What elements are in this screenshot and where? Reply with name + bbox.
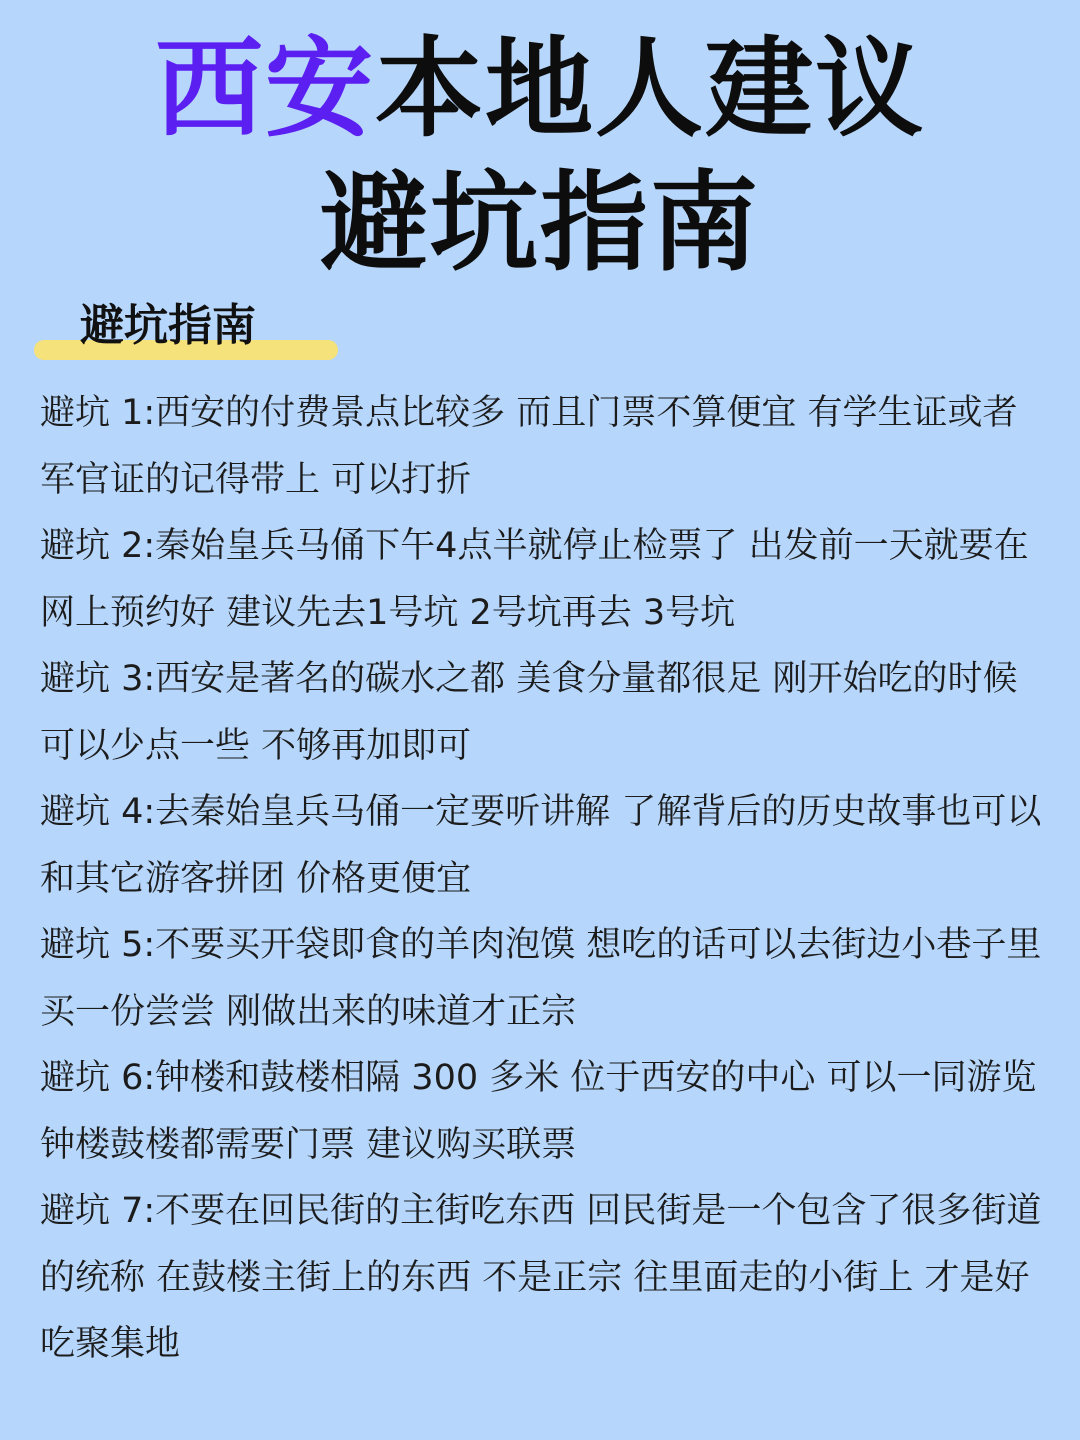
tips-list — [40, 380, 1050, 1378]
tip-item-3: 避坑 3:西安是著名的碳水之都 美食分量都很足 刚开始吃的时候可以少点一些 不够再加即可 — [40, 659, 1018, 766]
title-accent-city: 西安 — [154, 27, 375, 152]
page-title-line-2: 避坑指南 — [319, 161, 760, 286]
tip-item-7: 避坑 7:不要在回民街的主街吃东西 回民街是一个包含了很多街道的统称 在鼓楼主街上的东西 不是正宗 往里面走的小街上 才是好吃聚集地 — [40, 1191, 1042, 1364]
title-rest: 本地人建议 — [375, 27, 926, 152]
tip-item-1: 避坑 1:西安的付费景点比较多 而且门票不算便宜 有学生证或者军官证的记得带上 可以打折 — [40, 393, 1018, 500]
section-heading-label: 避坑指南 — [80, 300, 256, 351]
tip-item-4: 避坑 4:去秦始皇兵马俑一定要听讲解 了解背后的历史故事也可以和其它游客拼团 价格更便宜 — [40, 792, 1042, 899]
tip-item-5: 避坑 5:不要买开袋即食的羊肉泡馍 想吃的话可以去街边小巷子里买一份尝尝 刚做出来的味道才正宗 — [40, 925, 1042, 1032]
tip-item-2: 避坑 2:秦始皇兵马俑下午4点半就停止检票了 出发前一天就要在网上预约好 建议先去1号坑 2号坑再去 3号坑 — [40, 526, 1029, 633]
page-title-line-1 — [0, 28, 1080, 152]
tip-item-6: 避坑 6:钟楼和鼓楼相隔 300 多米 位于西安的中心 可以一同游览 钟楼鼓楼都需要门票 建议购买联票 — [40, 1058, 1037, 1165]
section-heading — [34, 296, 338, 366]
